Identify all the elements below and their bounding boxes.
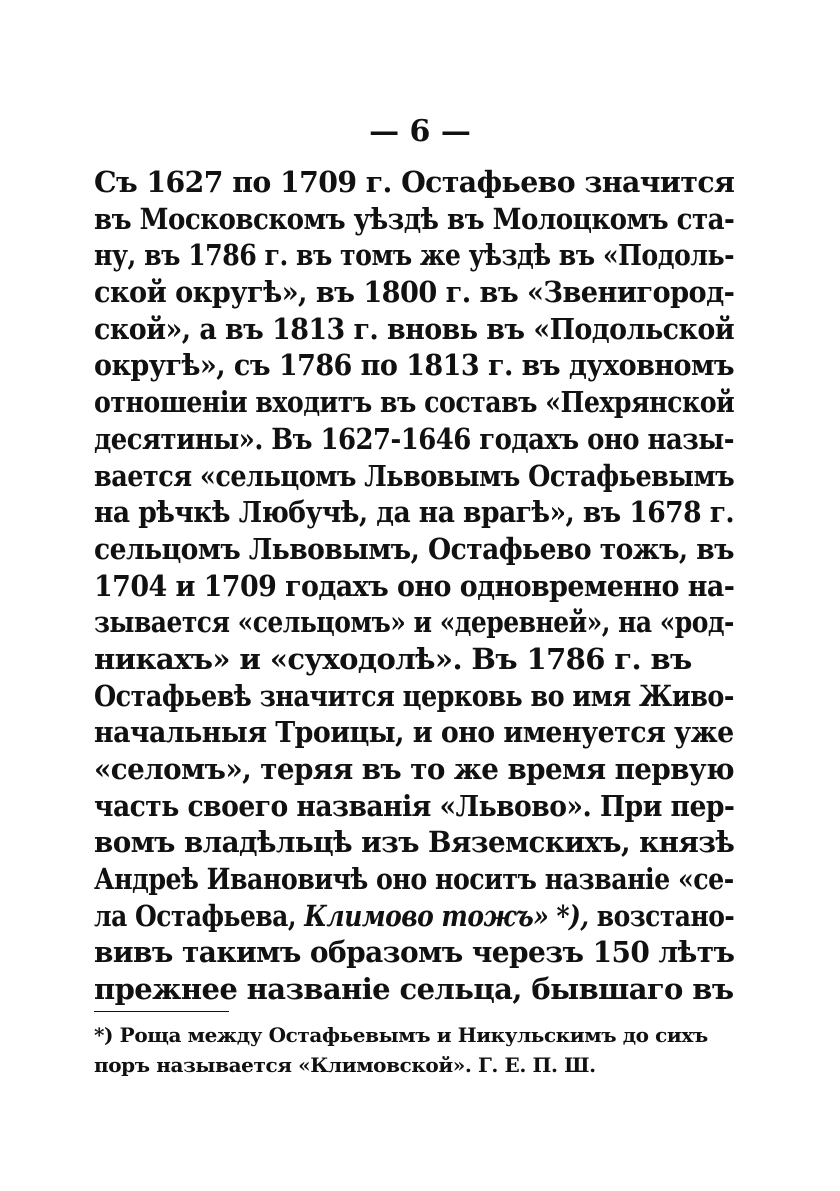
text-line: «селомъ», теряя въ то же время первую	[94, 752, 734, 786]
footnote-divider	[94, 1011, 229, 1012]
text-segment: ла Остафьева,	[94, 898, 305, 933]
text-line: Андреѣ Ивановичѣ оно носитъ названіе «се-	[94, 862, 734, 897]
text-line: отношеніи входитъ въ составъ «Пехрянской	[94, 385, 735, 420]
text-line: начальныя Троицы, и оно именуется уже	[94, 715, 734, 750]
text-line: 1704 и 1709 годахъ оно одновременно на-	[94, 568, 735, 603]
text-segment: возстано-	[588, 898, 735, 933]
text-line: вивъ такимъ образомъ черезъ 150 лѣтъ	[94, 935, 735, 970]
text-line: ской», а въ 1813 г. вновь въ «Подольской	[94, 311, 735, 346]
italic-name: Климово тожъ» *),	[304, 898, 589, 933]
body-text	[94, 164, 734, 1008]
text-line: Остафьевѣ значится церковь во имя Живо-	[94, 678, 734, 713]
text-line: Съ 1627 по 1709 г. Остафьево значится	[94, 165, 735, 199]
text-line: вомъ владѣльцѣ изъ Вяземскихъ, князѣ	[94, 825, 735, 860]
footnote	[94, 1020, 734, 1080]
text-line-footnote-ref	[94, 898, 735, 935]
text-line: часть своего названія «Львово». При пер-	[94, 788, 735, 823]
text-line: десятины». Въ 1627-1646 годахъ оно назы-	[94, 421, 734, 456]
footnote-line: поръ называется «Климовской». Г. Е. П. Ш.	[94, 1053, 596, 1077]
text-line: вается «сельцомъ Львовымъ Остафьевымъ	[94, 458, 735, 493]
text-line: сельцомъ Львовымъ, Остафьево тожъ, въ	[94, 531, 735, 566]
text-line: округѣ», съ 1786 по 1813 г. въ духовномъ	[94, 348, 735, 383]
text-line: ну, въ 1786 г. въ томъ же уѣздѣ въ «Подоль-	[94, 238, 735, 273]
text-line: ской округѣ», въ 1800 г. въ «Звенигород-	[94, 275, 735, 310]
text-line: въ Московскомъ уѣздѣ въ Молоцкомъ ста-	[94, 201, 735, 236]
text-line: зывается «сельцомъ» и «деревней», на «род-	[94, 605, 734, 640]
text-line: прежнее названіе сельца, бывшаго въ	[94, 972, 734, 1007]
text-line: на рѣчкѣ Любучѣ, да на врагѣ», въ 1678 г.	[94, 495, 735, 530]
text-line: никахъ» и «суходолѣ». Въ 1786 г. въ	[94, 641, 692, 676]
page-number: — 6 —	[369, 114, 471, 149]
footnote-line: *) Роща между Остафьевымъ и Никульскимъ до сихъ	[94, 1023, 708, 1047]
